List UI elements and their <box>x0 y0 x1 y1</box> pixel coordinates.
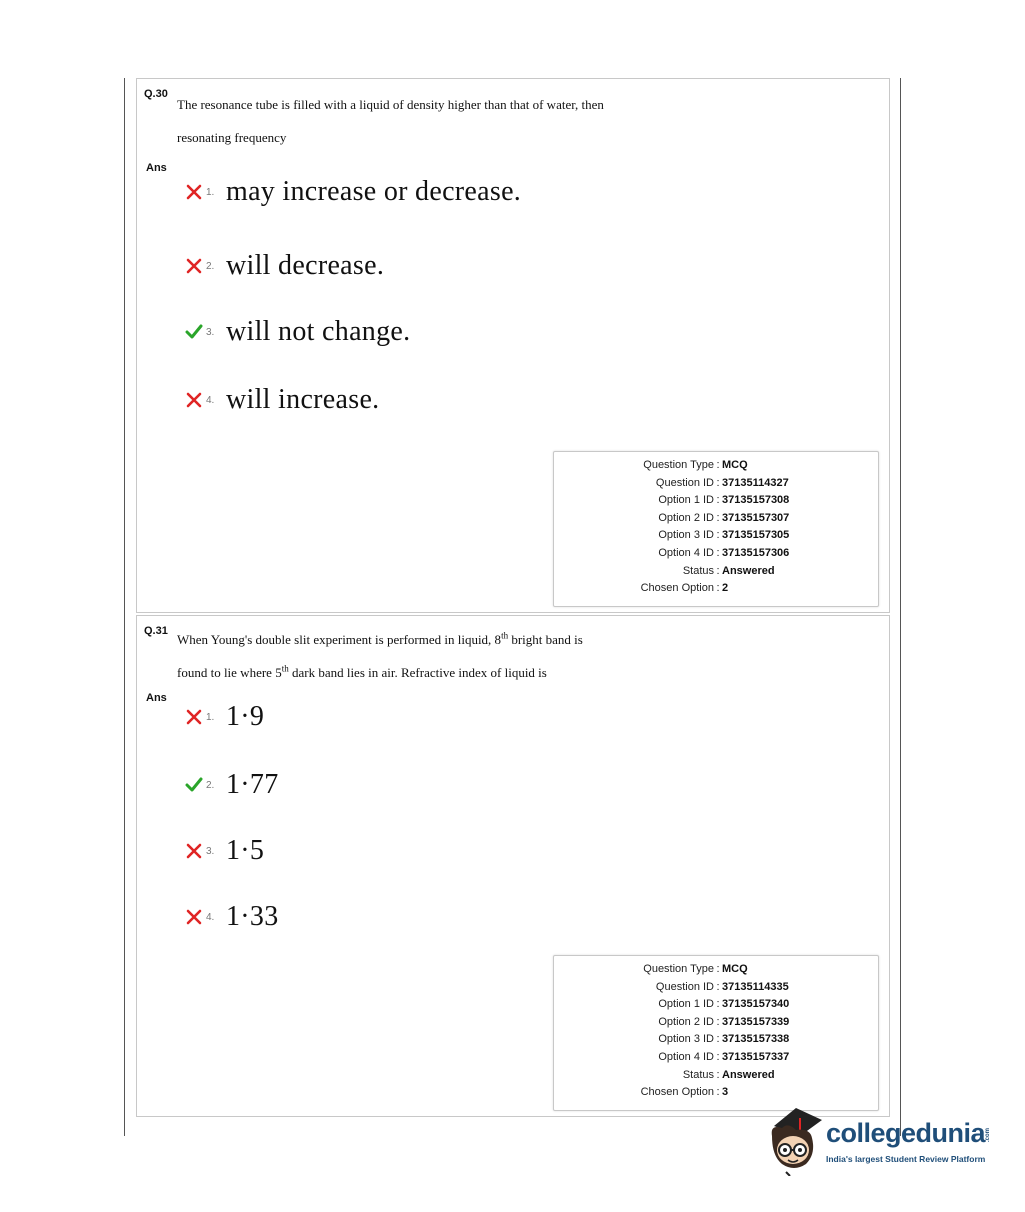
check-icon <box>185 776 203 794</box>
collegedunia-logo <box>766 1104 996 1184</box>
option-text: 1·77 <box>226 769 279 800</box>
meta-option2-id: Option 2 ID : 37135157339 <box>658 1015 790 1028</box>
cross-icon <box>185 391 203 409</box>
option-number: 1. <box>206 186 215 198</box>
option-1 <box>185 172 521 212</box>
meta-option3-id: Option 3 ID : 37135157338 <box>658 1033 790 1046</box>
cross-icon <box>185 183 203 201</box>
option-text: 1·9 <box>226 701 265 732</box>
question-block-31 <box>136 615 890 1117</box>
cross-icon <box>185 708 203 726</box>
meta-status: Status : Answered <box>682 564 775 577</box>
cross-icon <box>185 257 203 275</box>
meta-option1-id: Option 1 ID : 37135157308 <box>658 494 790 507</box>
meta-option3-id: Option 3 ID : 37135157305 <box>658 529 790 542</box>
option-2 <box>185 765 279 805</box>
question-meta-panel <box>553 451 879 607</box>
meta-question-type: Question Type : MCQ <box>643 963 748 975</box>
question-text-line: resonating frequency <box>177 130 287 145</box>
page-right-border <box>900 78 901 1136</box>
option-text: 1·5 <box>226 835 265 866</box>
question-number: Q.31 <box>144 625 168 637</box>
option-number: 4. <box>206 911 215 923</box>
question-text-line: When Young's double slit experiment is performed in liquid, 8th bright band is <box>177 630 583 647</box>
meta-chosen-option: Chosen Option : 3 <box>640 1086 729 1099</box>
meta-status: Status : Answered <box>682 1068 775 1081</box>
question-text-line: The resonance tube is filled with a liquid of density higher than that of water, then <box>177 97 604 112</box>
ans-label: Ans <box>146 162 167 174</box>
meta-option2-id: Option 2 ID : 37135157307 <box>658 511 790 524</box>
meta-question-id: Question ID : 37135114335 <box>655 980 789 993</box>
logo-suffix: .com <box>985 1128 991 1143</box>
option-text: will increase. <box>226 384 380 415</box>
page-left-border <box>124 78 125 1136</box>
option-text: may increase or decrease. <box>226 176 522 207</box>
question-block-30 <box>136 78 890 613</box>
option-text: will not change. <box>226 316 411 347</box>
logo-tagline: India's largest Student Review Platform <box>826 1154 986 1164</box>
option-2 <box>185 246 384 286</box>
meta-question-id: Question ID : 37135114327 <box>655 476 789 489</box>
option-4 <box>185 897 279 937</box>
option-number: 4. <box>206 394 215 406</box>
option-number: 3. <box>206 326 215 338</box>
option-number: 2. <box>206 260 215 272</box>
check-icon <box>185 323 203 341</box>
option-text: 1·33 <box>226 901 279 932</box>
meta-option1-id: Option 1 ID : 37135157340 <box>658 998 790 1011</box>
option-4 <box>185 380 379 420</box>
question-number: Q.30 <box>144 88 168 100</box>
option-3 <box>185 831 264 871</box>
meta-chosen-option: Chosen Option : 2 <box>640 582 729 595</box>
meta-option4-id: Option 4 ID : 37135157337 <box>658 1050 790 1063</box>
option-3 <box>185 312 410 352</box>
question-text <box>177 88 697 154</box>
option-number: 3. <box>206 845 215 857</box>
cross-icon <box>185 908 203 926</box>
meta-option4-id: Option 4 ID : 37135157306 <box>658 546 790 559</box>
mascot-icon <box>766 1104 826 1176</box>
meta-question-type: Question Type : MCQ <box>643 459 748 471</box>
question-meta-panel <box>553 955 879 1111</box>
question-text <box>177 623 697 689</box>
cross-icon <box>185 842 203 860</box>
option-text: will decrease. <box>226 250 385 281</box>
option-1 <box>185 697 264 737</box>
option-number: 1. <box>206 711 215 723</box>
question-text-line: found to lie where 5th dark band lies in air. Refractive index of liquid is <box>177 663 547 680</box>
logo-brand: collegedunia <box>826 1118 986 1148</box>
ans-label: Ans <box>146 692 167 704</box>
option-number: 2. <box>206 779 215 791</box>
